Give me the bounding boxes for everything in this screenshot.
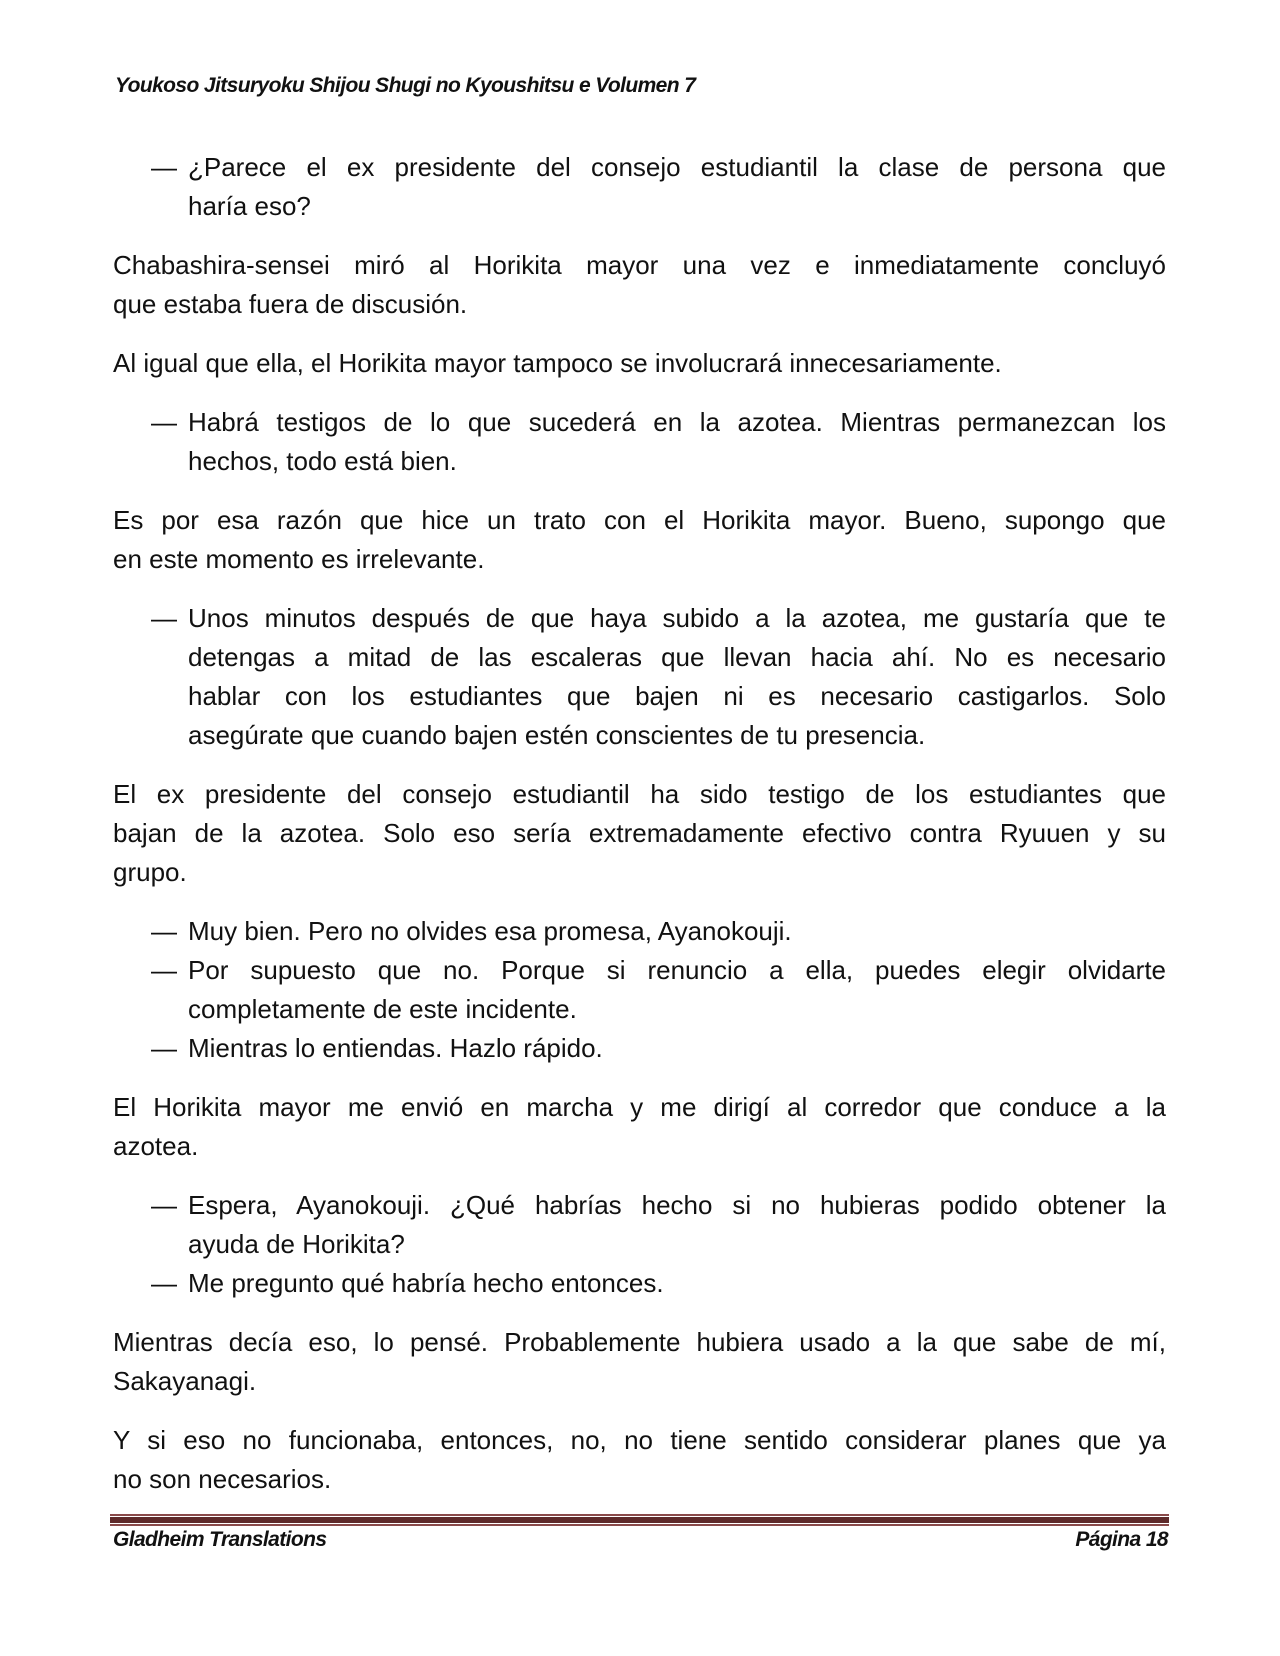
paragraph [113,246,1166,324]
running-header: Youkoso Jitsuryoku Shijou Shugi no Kyoushitsu e Volumen 7 [115,74,696,97]
text-line: que estaba fuera de discusión. [113,289,468,319]
paragraph [113,1088,1166,1166]
text-line: Mientras decía eso, lo pensé. Probablemente hubiera usado a la que sabe de mí, [113,1327,1166,1357]
text-line: Sakayanagi. [113,1366,257,1396]
dialog-line [113,912,1166,951]
dialog-group [113,403,1166,481]
dialog-dash: — [151,1190,177,1220]
text-line: completamente de este incidente. [188,994,577,1024]
text-line: Mientras lo entiendas. Hazlo rápido. [188,1033,603,1063]
text-line: Al igual que ella, el Horikita mayor tampoco se involucrará innecesariamente. [113,348,1002,378]
dialog-dash: — [151,955,177,985]
paragraph [113,775,1166,892]
text-line: Muy bien. Pero no olvides esa promesa, Ayanokouji. [188,916,792,946]
text-line: ayuda de Horikita? [188,1229,405,1259]
dialog-line [113,1186,1166,1264]
dialog-dash: — [151,1033,177,1063]
text-line: detengas a mitad de las escaleras que llevan hacia ahí. No es necesario [188,642,1166,672]
dialog-group [113,148,1166,226]
dialog-line [113,951,1166,1029]
text-line: Es por esa razón que hice un trato con el Horikita mayor. Bueno, supongo que [113,505,1166,535]
text-line: El ex presidente del consejo estudiantil ha sido testigo de los estudiantes que [113,779,1166,809]
dialog-dash: — [151,916,177,946]
text-line: azotea. [113,1131,199,1161]
text-line: hablar con los estudiantes que bajen ni es necesario castigarlos. Solo [188,681,1166,711]
page-number: Página 18 [1075,1528,1168,1551]
paragraph [113,1323,1166,1401]
footer-translator: Gladheim Translations [113,1528,327,1551]
text-line: ¿Parece el ex presidente del consejo estudiantil la clase de persona que [188,152,1166,182]
text-line: El Horikita mayor me envió en marcha y me dirigí al corredor que conduce a la [113,1092,1166,1122]
dialog-dash: — [151,603,177,633]
text-line: no son necesarios. [113,1464,332,1494]
text-line: haría eso? [188,191,311,221]
text-line: Unos minutos después de que haya subido a la azotea, me gustaría que te [188,603,1166,633]
text-line: Habrá testigos de lo que sucederá en la azotea. Mientras permanezcan los [188,407,1166,437]
dialog-line [113,599,1166,755]
dialog-line [113,148,1166,226]
page-body [113,148,1166,1519]
text-line: Espera, Ayanokouji. ¿Qué habrías hecho si no hubieras podido obtener la [188,1190,1166,1220]
dialog-line [113,1029,1166,1068]
text-line: Me pregunto qué habría hecho entonces. [188,1268,664,1298]
text-line: asegúrate que cuando bajen estén conscientes de tu presencia. [188,720,926,750]
text-line: en este momento es irrelevante. [113,544,485,574]
dialog-group [113,1186,1166,1303]
dialog-dash: — [151,1268,177,1298]
text-line: hechos, todo está bien. [188,446,457,476]
dialog-line [113,403,1166,481]
paragraph [113,501,1166,579]
dialog-line [113,1264,1166,1303]
dialog-dash: — [151,407,177,437]
paragraph [113,1421,1166,1499]
text-line: Por supuesto que no. Porque si renuncio a ella, puedes elegir olvidarte [188,955,1166,985]
text-line: Chabashira-sensei miró al Horikita mayor una vez e inmediatamente concluyó [113,250,1166,280]
paragraph [113,344,1166,383]
text-line: grupo. [113,857,187,887]
text-line: bajan de la azotea. Solo eso sería extremadamente efectivo contra Ryuuen y su [113,818,1166,848]
dialog-group [113,599,1166,755]
text-line: Y si eso no funcionaba, entonces, no, no tiene sentido considerar planes que ya [113,1425,1166,1455]
dialog-group [113,912,1166,1068]
footer-rule [110,1514,1169,1526]
dialog-dash: — [151,152,177,182]
